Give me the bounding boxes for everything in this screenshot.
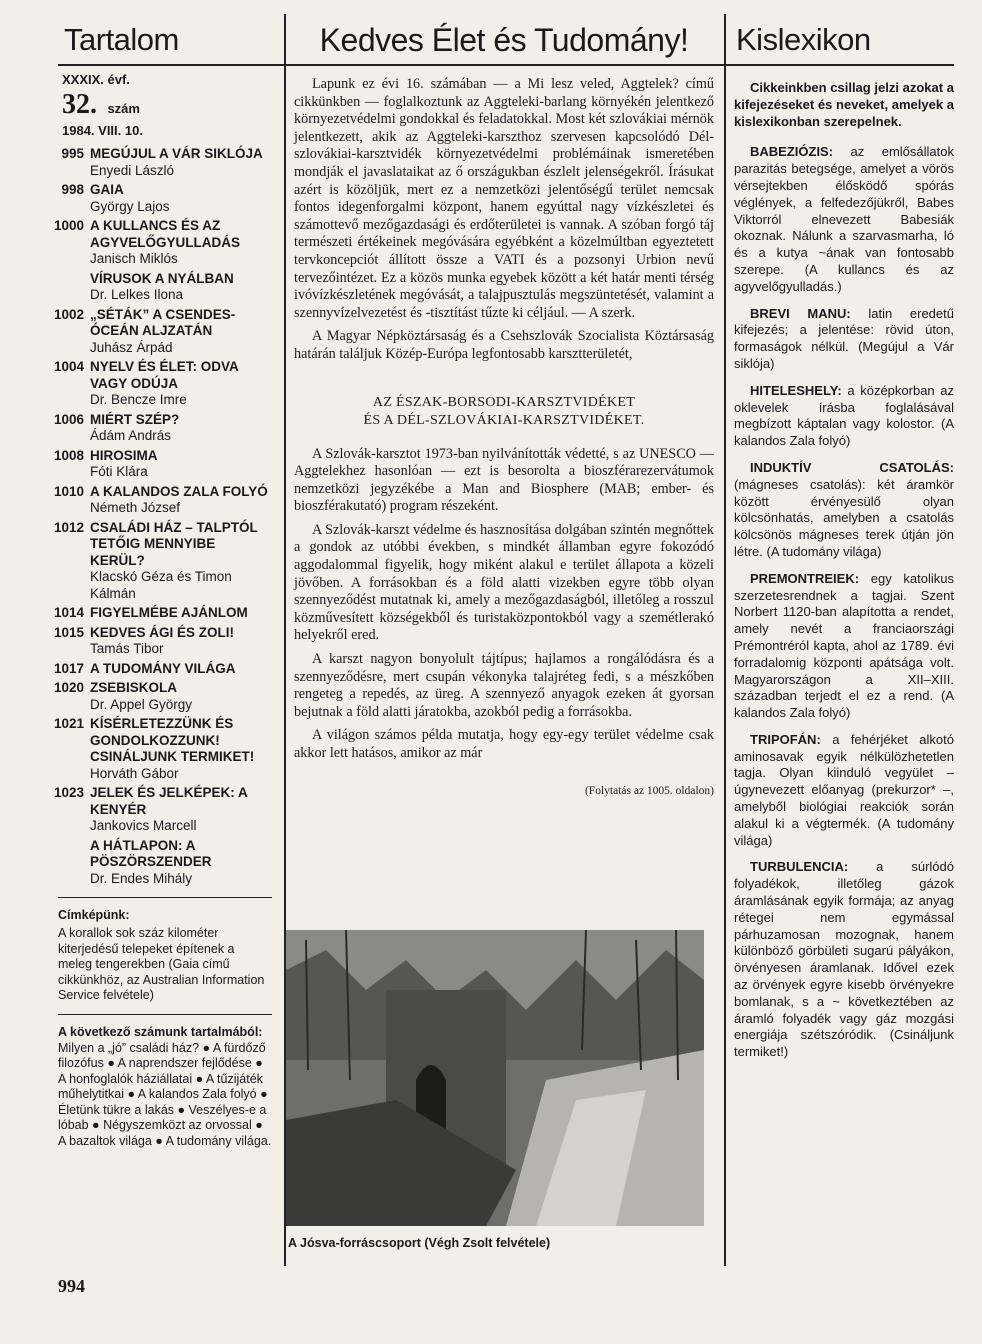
toc-title: A KALANDOS ZALA FOLYÓ (90, 483, 268, 499)
toc-entry (44, 182, 272, 215)
lexicon-term: TURBULENCIA: (750, 859, 849, 875)
lexicon-term: TRIPOFÁN: (750, 731, 821, 747)
editor-intro: Lapunk ez évi 16. számában — a Mi lesz veled, Aggtelek? című cikkünkben — foglalkoztunk az Aggteleki-barlang környékén jelentkező környezetvédelmi gondokkal és feladatokkal. Most két szlovákiai mérnök jelentkezett, akik az Aggteleki-karszthoz szervesen kapcsolódó Dél-szlovákiai-karsztvidék környezetvédelmi problémáinak ismeretében mondják el javaslataikat az ő országukban észlelt jelenségekről. Írásukat azért is közöljük, mert ez a nemzetközi jelentőségű terület nemcsak fontos idegenforgalmi központ, hanem egyúttal nagy vízkészletei és számottevő mezőgazdasági és erdőterületei is vannak. A szóban forgó táj természeti értékeinek megóvására egyébként a közelmúltban egyeztetett tervkoncepciót állított össze a VATI és a pozsonyi Urbion nevű tervezőintézet. Ez a közös munka egyebek között a két határ menti térség ivóvízkészletének megóvását, a talajpusztulás megszüntetését, valamint a szennyvízelvezetést és -tisztítást tűzte ki céljául. — A szerk. (294, 76, 714, 321)
toc-text (90, 716, 272, 782)
subheading-line-1: AZ ÉSZAK-BORSODI-KARSZTVIDÉKET (372, 394, 636, 410)
toc-entry (44, 625, 272, 658)
letter-column (294, 14, 714, 797)
lexicon-entry (734, 732, 954, 850)
cover-text: A korallok sok száz kilométer kiterjedésű telepeket építenek a meleg tengerekben (Gaia című cikkünkhöz, az Australian Information Service felvétele) (58, 926, 265, 1002)
lexicon-term: PREMONTREIEK: (750, 570, 860, 586)
toc-text (90, 785, 272, 835)
photo (286, 930, 704, 1226)
toc-page-number: 1020 (53, 680, 84, 695)
toc-page-number: 1014 (53, 605, 84, 620)
toc-page-number: 1015 (53, 624, 84, 640)
cover-box (58, 897, 272, 1004)
toc-page-number: 1012 (53, 519, 84, 535)
toc-title: MEGÚJUL A VÁR SIKLÓJA (90, 146, 263, 161)
body-paragraph: A Szlovák-karszt védelme és hasznosítása dolgában szintén megnőttek a gondok az utóbbi években, s mindkét államban egyre fokozódó aggodalommal figyelik, hogy miként alakul e terület állapota a közeli jövőben. A forrásokban és a föld alatti vizekben egyre több olyan szennyeződést mutatnak ki, amely a mezőgazdaságból, illetőleg a rosszul közművesített községekből és turistaközpontokból vagy a szemétlerakó helyekről ered. (294, 521, 714, 644)
subheading-line-2: ÉS A DÉL-SZLOVÁKIAI-KARSZTVIDÉKET. (363, 412, 645, 428)
issue-line (62, 89, 272, 121)
toc-entry (44, 520, 272, 603)
lexicon-intro: Cikkeinkben csillag jelzi azokat a kifejezéseket és neveket, amelyek a kislexikonban szerepelnek. (734, 80, 954, 129)
toc-page-number (44, 838, 90, 888)
lexicon-term: HITELESHELY: (750, 382, 842, 398)
toc-text (90, 412, 179, 445)
toc-page-number: 1000 (53, 218, 84, 233)
toc-title: GAIA (90, 182, 124, 197)
toc-title: KÍSÉRLETEZZÜNK ÉS GONDOLKOZZUNK! CSINÁLJUNK TERMIKET! (90, 716, 255, 764)
toc-entry (44, 605, 272, 622)
lexicon-definition: (mágneses csatolás): két áramkör között érvényesülő olyan kölcsönhatás, amelyben a csatolás kölcsönös mágneses terek útján jön létre. (A tudomány világa) (734, 476, 954, 559)
cover-title: Címképünk: (58, 908, 130, 922)
lexicon-definition: egy katolikus szerzetesrendnek a tagjai. Szent Norbert 1120-ban alapította a rendet, amely nevét a franciaországi Prémontréról kapta, ahol az 1789. évi forradalomig központi apátsága volt. Magyarországon a XII–XIII. században terjedt el ez a rend. (A kalandos Zala folyó) (734, 570, 954, 721)
toc-title: „SÉTÁK” A CSENDES-ÓCEÁN ALJZATÁN (90, 306, 236, 338)
toc-entry (44, 271, 272, 304)
toc-title: HIROSIMA (90, 447, 158, 463)
toc-author: Ádám András (90, 428, 172, 443)
toc-author: György Lajos (90, 198, 170, 214)
toc-title: NYELV ÉS ÉLET: ODVA VAGY ODÚJA (90, 359, 239, 391)
toc-text (90, 271, 234, 304)
toc-page-number: 998 (61, 182, 84, 197)
subheading (294, 394, 714, 430)
toc-author: Dr. Bencze Imre (90, 392, 187, 407)
body-paragraph: A világon számos példa mutatja, hogy egy-egy terület védelme csak akkor lett hatásos, amikor az már (294, 727, 714, 761)
lexicon-entry (734, 460, 954, 561)
toc-author: Dr. Endes Mihály (90, 870, 193, 886)
toc-author: Horváth Gábor (90, 765, 179, 781)
photo-caption: A Jósva-forráscsoport (Végh Zsolt felvétele) (288, 1236, 551, 1250)
toc-title: VÍRUSOK A NYÁLBAN (90, 270, 234, 286)
next-issue-box (58, 1014, 272, 1150)
lexicon-definition: a fehérjéket alkotó aminosavak egyik nélkülözhetetlen tagja. Olyan kiinduló vegyület – úgynevezett előanyag (prekurzor* –, amelyből biológiai reakciók során alakul ki a végtermék. (A tudomány világa) (734, 731, 954, 848)
body-paragraph: A Szlovák-karsztot 1973-ban nyilvánították védetté, s az UNESCO — Aggtelekhez hasonlóan — ezt is besorolta a bioszférarezervátumok nemzetközi jegyzékébe a Man and Biosphere (MAB; ember- és bioszférakutató) program részeként. (294, 445, 714, 515)
toc-title: A HÁTLAPON: A PÖSZÖRSZENDER (90, 837, 212, 869)
article-body (294, 446, 714, 763)
contents-column (53, 14, 272, 1149)
letter-header: Kedves Élet és Tudomány! (319, 22, 689, 58)
toc-author: Enyedi László (90, 162, 175, 178)
toc-text (90, 146, 263, 179)
toc-title: FIGYELMÉBE AJÁNLOM (90, 605, 248, 620)
toc-text (90, 838, 272, 888)
lexicon-entry (734, 144, 954, 295)
toc-text (90, 484, 268, 517)
lexicon-entry (734, 306, 954, 373)
toc-entry (44, 838, 272, 888)
toc-page-number (44, 271, 90, 304)
toc-page-number: 1002 (53, 306, 84, 322)
toc-text (90, 448, 158, 481)
photo-spring-image (286, 930, 704, 1226)
toc-text (90, 680, 192, 713)
toc-author: Jankovics Marcell (90, 818, 197, 833)
lexicon-term: BABEZIÓZIS: (750, 144, 834, 160)
toc-entry (44, 484, 272, 517)
table-of-contents (44, 146, 272, 887)
toc-page-number: 1010 (53, 483, 84, 499)
toc-page-number: 1023 (53, 785, 84, 800)
lexicon-column (734, 14, 954, 1071)
toc-title: CSALÁDI HÁZ – TALPTÓL TETŐIG MENNYIBE KERÜL? (90, 519, 258, 568)
lexicon-term: INDUKTÍV CSATOLÁS: (750, 459, 954, 475)
body-paragraph: A karszt nagyon bonyolult tájtípus; hajlamos a rongálódásra és a szennyeződésre, mert csupán vékonyka talajréteg fedi, s a mészkőben rengeteg a repedés, az üreg. A szennyező anyagok ezeken át gyorsan bejutnak a föld alatti járatokba, azokból pedig a forrásokba. (294, 651, 714, 720)
toc-text (90, 182, 170, 215)
toc-entry (44, 412, 272, 445)
page-number: 994 (58, 1276, 85, 1296)
toc-author: Juhász Árpád (90, 339, 173, 355)
issue-number: 32. (62, 89, 97, 120)
toc-entry (44, 146, 272, 179)
toc-entry (44, 307, 272, 357)
issue-info (58, 72, 272, 138)
toc-title: A KULLANCS ÉS AZ AGYVELŐGYULLADÁS (90, 218, 241, 250)
toc-author: Tamás Tibor (90, 641, 164, 656)
next-issue-title: A következő számunk tartalmából: (58, 1024, 263, 1039)
toc-entry (44, 661, 272, 678)
toc-text (90, 359, 272, 409)
toc-author: Janisch Miklós (90, 251, 178, 266)
lexicon-definition: a súrlódó folyadékok, illetőleg gázok áramlásának egyik formája; az anyag rétegei nem egymással párhuzamosan mozognak, hanem különböző görbületi sugarú pályákon, örvényesen áramlanak. Idővel ezek az örvények egyre kisebb örvényekre bomlanak, s a ~ következtében az áramló folyadék vagy gáz mozgási energiája szétszóródik. (Csináljunk termiket!) (734, 859, 954, 1060)
toc-author: Klacskó Géza és Timon Kálmán (90, 569, 232, 601)
toc-title: KEDVES ÁGI ÉS ZOLI! (90, 624, 235, 640)
toc-text (90, 520, 272, 603)
toc-page-number: 1004 (53, 359, 84, 374)
next-issue-text: Milyen a „jó” családi ház? ● A fürdőző filozófus ● A naprendszer fejlődése ● A honfoglalók háziállatai ● A tűzijáték műhelytitkai ● A kalandos Zala folyó ● Életünk tükre a lakás ● Veszélyes-e a lóbab ● Négyszemközt az orvossal ● A bazaltok világa ● A tudomány világa. (58, 1040, 272, 1148)
lexicon-term: BREVI MANU: (750, 305, 851, 321)
toc-author: Dr. Appel György (90, 696, 193, 712)
toc-page-number: 1008 (53, 447, 84, 463)
toc-page-number: 1006 (53, 411, 84, 427)
lexicon-entry (734, 859, 954, 1061)
toc-entry (44, 218, 272, 268)
toc-author: Fóti Klára (90, 464, 148, 479)
toc-page-number: 995 (61, 146, 84, 161)
toc-text (90, 307, 272, 357)
lexicon-header: Kislexikon (736, 22, 871, 57)
lexicon-definition: latin eredetű kifejezés; a jelentése: rövid úton, formaságok nélkül. (Megújul a Vár siklója) (734, 305, 954, 371)
toc-author: Dr. Lelkes Ilona (90, 287, 184, 302)
lexicon-body (734, 80, 954, 1061)
toc-entry (44, 359, 272, 409)
volume: XXXIX. évf. (62, 72, 130, 87)
toc-title: JELEK ÉS JELKÉPEK: A KENYÉR (90, 785, 248, 817)
toc-title: A TUDOMÁNY VILÁGA (90, 660, 236, 676)
lexicon-entry (734, 571, 954, 722)
column-rule-right (724, 14, 726, 1266)
continued-note: (Folytatás az 1005. oldalon) (584, 784, 714, 797)
toc-entry (44, 448, 272, 481)
issue-label: szám (107, 101, 140, 116)
lexicon-definition: a középkorban az oklevelek írásba foglalásával megbízott káptalan vagy kolostor. (A kalandos Zala folyó) (734, 382, 954, 449)
toc-text (90, 605, 248, 622)
lexicon-definition: az emlősállatok parazitás betegsége, amelyet a vörös vérsejtekben élősködő spórás véglények, a felfedezőjükről, Babes Viktorról elnevezett Babesiák okoznak. Nálunk a szarvasmarha, ló és a kutya ~ának van fontosabb szerepe. (A kullancs és az agyvelőgyulladás.) (734, 144, 954, 294)
letter-body (294, 76, 714, 364)
toc-title: ZSEBISKOLA (90, 680, 178, 695)
toc-author: Németh József (90, 500, 181, 515)
toc-entry (44, 716, 272, 782)
toc-page-number: 1021 (53, 716, 84, 731)
contents-header: Tartalom (64, 22, 179, 57)
toc-text (90, 661, 236, 678)
toc-entry (44, 680, 272, 713)
lexicon-entry (734, 383, 954, 450)
toc-text (90, 218, 272, 268)
intro-paragraph-2: A Magyar Népköztársaság és a Csehszlovák Szocialista Köztársaság határán találjuk Közép-Európa legfontosabb karsztterületét, (294, 328, 714, 362)
toc-page-number: 1017 (53, 660, 84, 676)
toc-entry (44, 785, 272, 835)
issue-date: 1984. VIII. 10. (62, 123, 143, 138)
toc-text (90, 625, 234, 658)
toc-title: MIÉRT SZÉP? (90, 411, 180, 427)
